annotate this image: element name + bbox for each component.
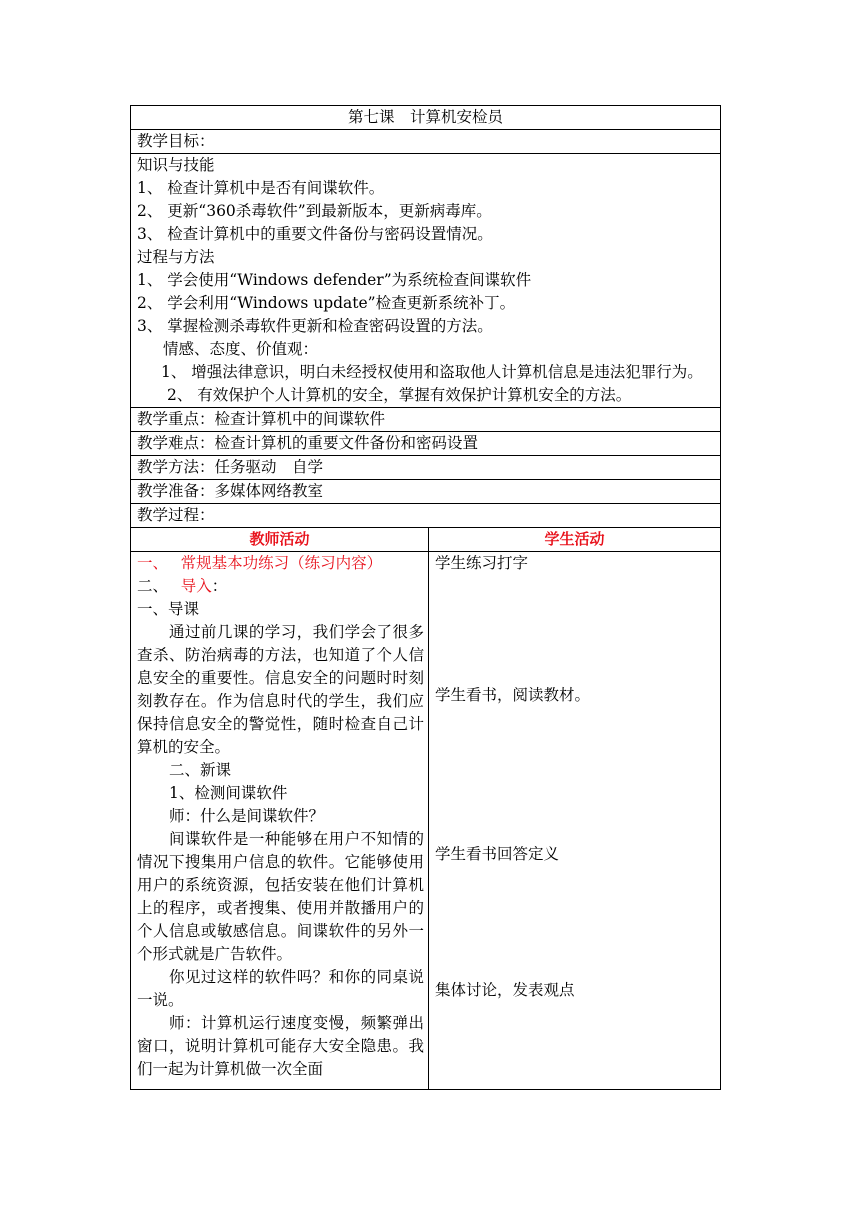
preparation: 教学准备：多媒体网络教室 (131, 480, 721, 504)
preparation-row (131, 480, 721, 504)
knowledge-item: 2、 更新“360杀毒软件”到最新版本，更新病毒库。 (137, 202, 492, 220)
difficulty-row (131, 432, 721, 456)
values-heading: 情感、态度、价值观： (163, 340, 319, 358)
student-activity: 学生练习打字 (435, 554, 529, 572)
student-activity: 集体讨论，发表观点 (435, 981, 575, 999)
process-heading: 过程与方法 (137, 248, 215, 266)
knowledge-heading: 知识与技能 (137, 156, 215, 174)
subsection-heading: 1、检测间谍软件 (169, 784, 288, 802)
intro-paragraph: 通过前几课的学习，我们学会了很多查杀、防治病毒的方法，也知道了个人信息安全的重要性。信息安全的问题时时刻刻教存在。作为信息时代的学生，我们应保持信息安全的警觉性，随时检查自己计算机的安全。 (137, 623, 424, 756)
title-row (131, 106, 721, 130)
teacher-column-header: 教师活动 (131, 528, 429, 552)
teacher-question: 师：什么是间谍软件？ (169, 807, 325, 825)
knowledge-item: 1、 检查计算机中是否有间谍软件。 (137, 179, 385, 197)
step-intro-colon: ： (211, 577, 228, 595)
process-item: 1、 学会使用“Windows defender”为系统检查间谍软件 (137, 271, 532, 289)
teacher-paragraph: 师：计算机运行速度变慢，频繁弹出窗口，说明计算机可能存大安全隐患。我们一起为计算机做一次全面 (137, 1014, 424, 1078)
lesson-title: 第七课 计算机安检员 (131, 106, 721, 130)
activities-row (131, 552, 721, 1090)
student-activities (429, 552, 721, 1090)
student-activity: 学生看书回答定义 (435, 845, 560, 863)
step-intro-number: 二、 (137, 577, 181, 595)
process-item: 3、 掌握检测杀毒软件更新和检查密码设置的方法。 (137, 317, 493, 335)
values-item: 2、 有效保护个人计算机的安全，掌握有效保护计算机安全的方法。 (167, 386, 632, 404)
student-column-header: 学生活动 (429, 528, 721, 552)
goals-row (131, 154, 721, 408)
method-row (131, 456, 721, 480)
key-point: 教学重点：检查计算机中的间谍软件 (131, 408, 721, 432)
key-point-row (131, 408, 721, 432)
step-intro (137, 575, 426, 598)
column-header-row (131, 528, 721, 552)
process-item: 2、 学会利用“Windows update”检查更新系统补丁。 (137, 294, 516, 312)
process-label: 教学过程： (131, 504, 721, 528)
difficulty: 教学难点：检查计算机的重要文件备份和密码设置 (131, 432, 721, 456)
step-warmup: 一、 常规基本功练习（练习内容） (137, 554, 383, 572)
student-activity: 学生看书，阅读教材。 (435, 686, 591, 704)
teacher-activities (131, 552, 429, 1090)
goals-cell (131, 154, 721, 408)
teaching-goal-label: 教学目标： (131, 130, 721, 154)
values-item: 1、 增强法律意识，明白未经授权使用和盗取他人计算机信息是违法犯罪行为。 (161, 363, 703, 381)
lesson-plan (130, 105, 720, 1090)
intro-heading: 一、导课 (137, 600, 200, 618)
process-label-row (131, 504, 721, 528)
new-lesson-heading: 二、新课 (169, 761, 232, 779)
definition-paragraph: 间谍软件是一种能够在用户不知情的情况下搜集用户信息的软件。它能够使用用户的系统资源，包括安装在他们计算机上的程序，或者搜集、使用并散播用户的个人信息或敏感信息。间谍软件的另外一个形式就是广告软件。 (137, 830, 424, 963)
goal-label-row (131, 130, 721, 154)
knowledge-item: 3、 检查计算机中的重要文件备份与密码设置情况。 (137, 225, 493, 243)
method: 教学方法：任务驱动 自学 (131, 456, 721, 480)
lesson-table (130, 105, 721, 1090)
step-intro-text: 导入 (180, 577, 212, 595)
discussion-paragraph: 你见过这样的软件吗？和你的同桌说一说。 (137, 968, 424, 1009)
